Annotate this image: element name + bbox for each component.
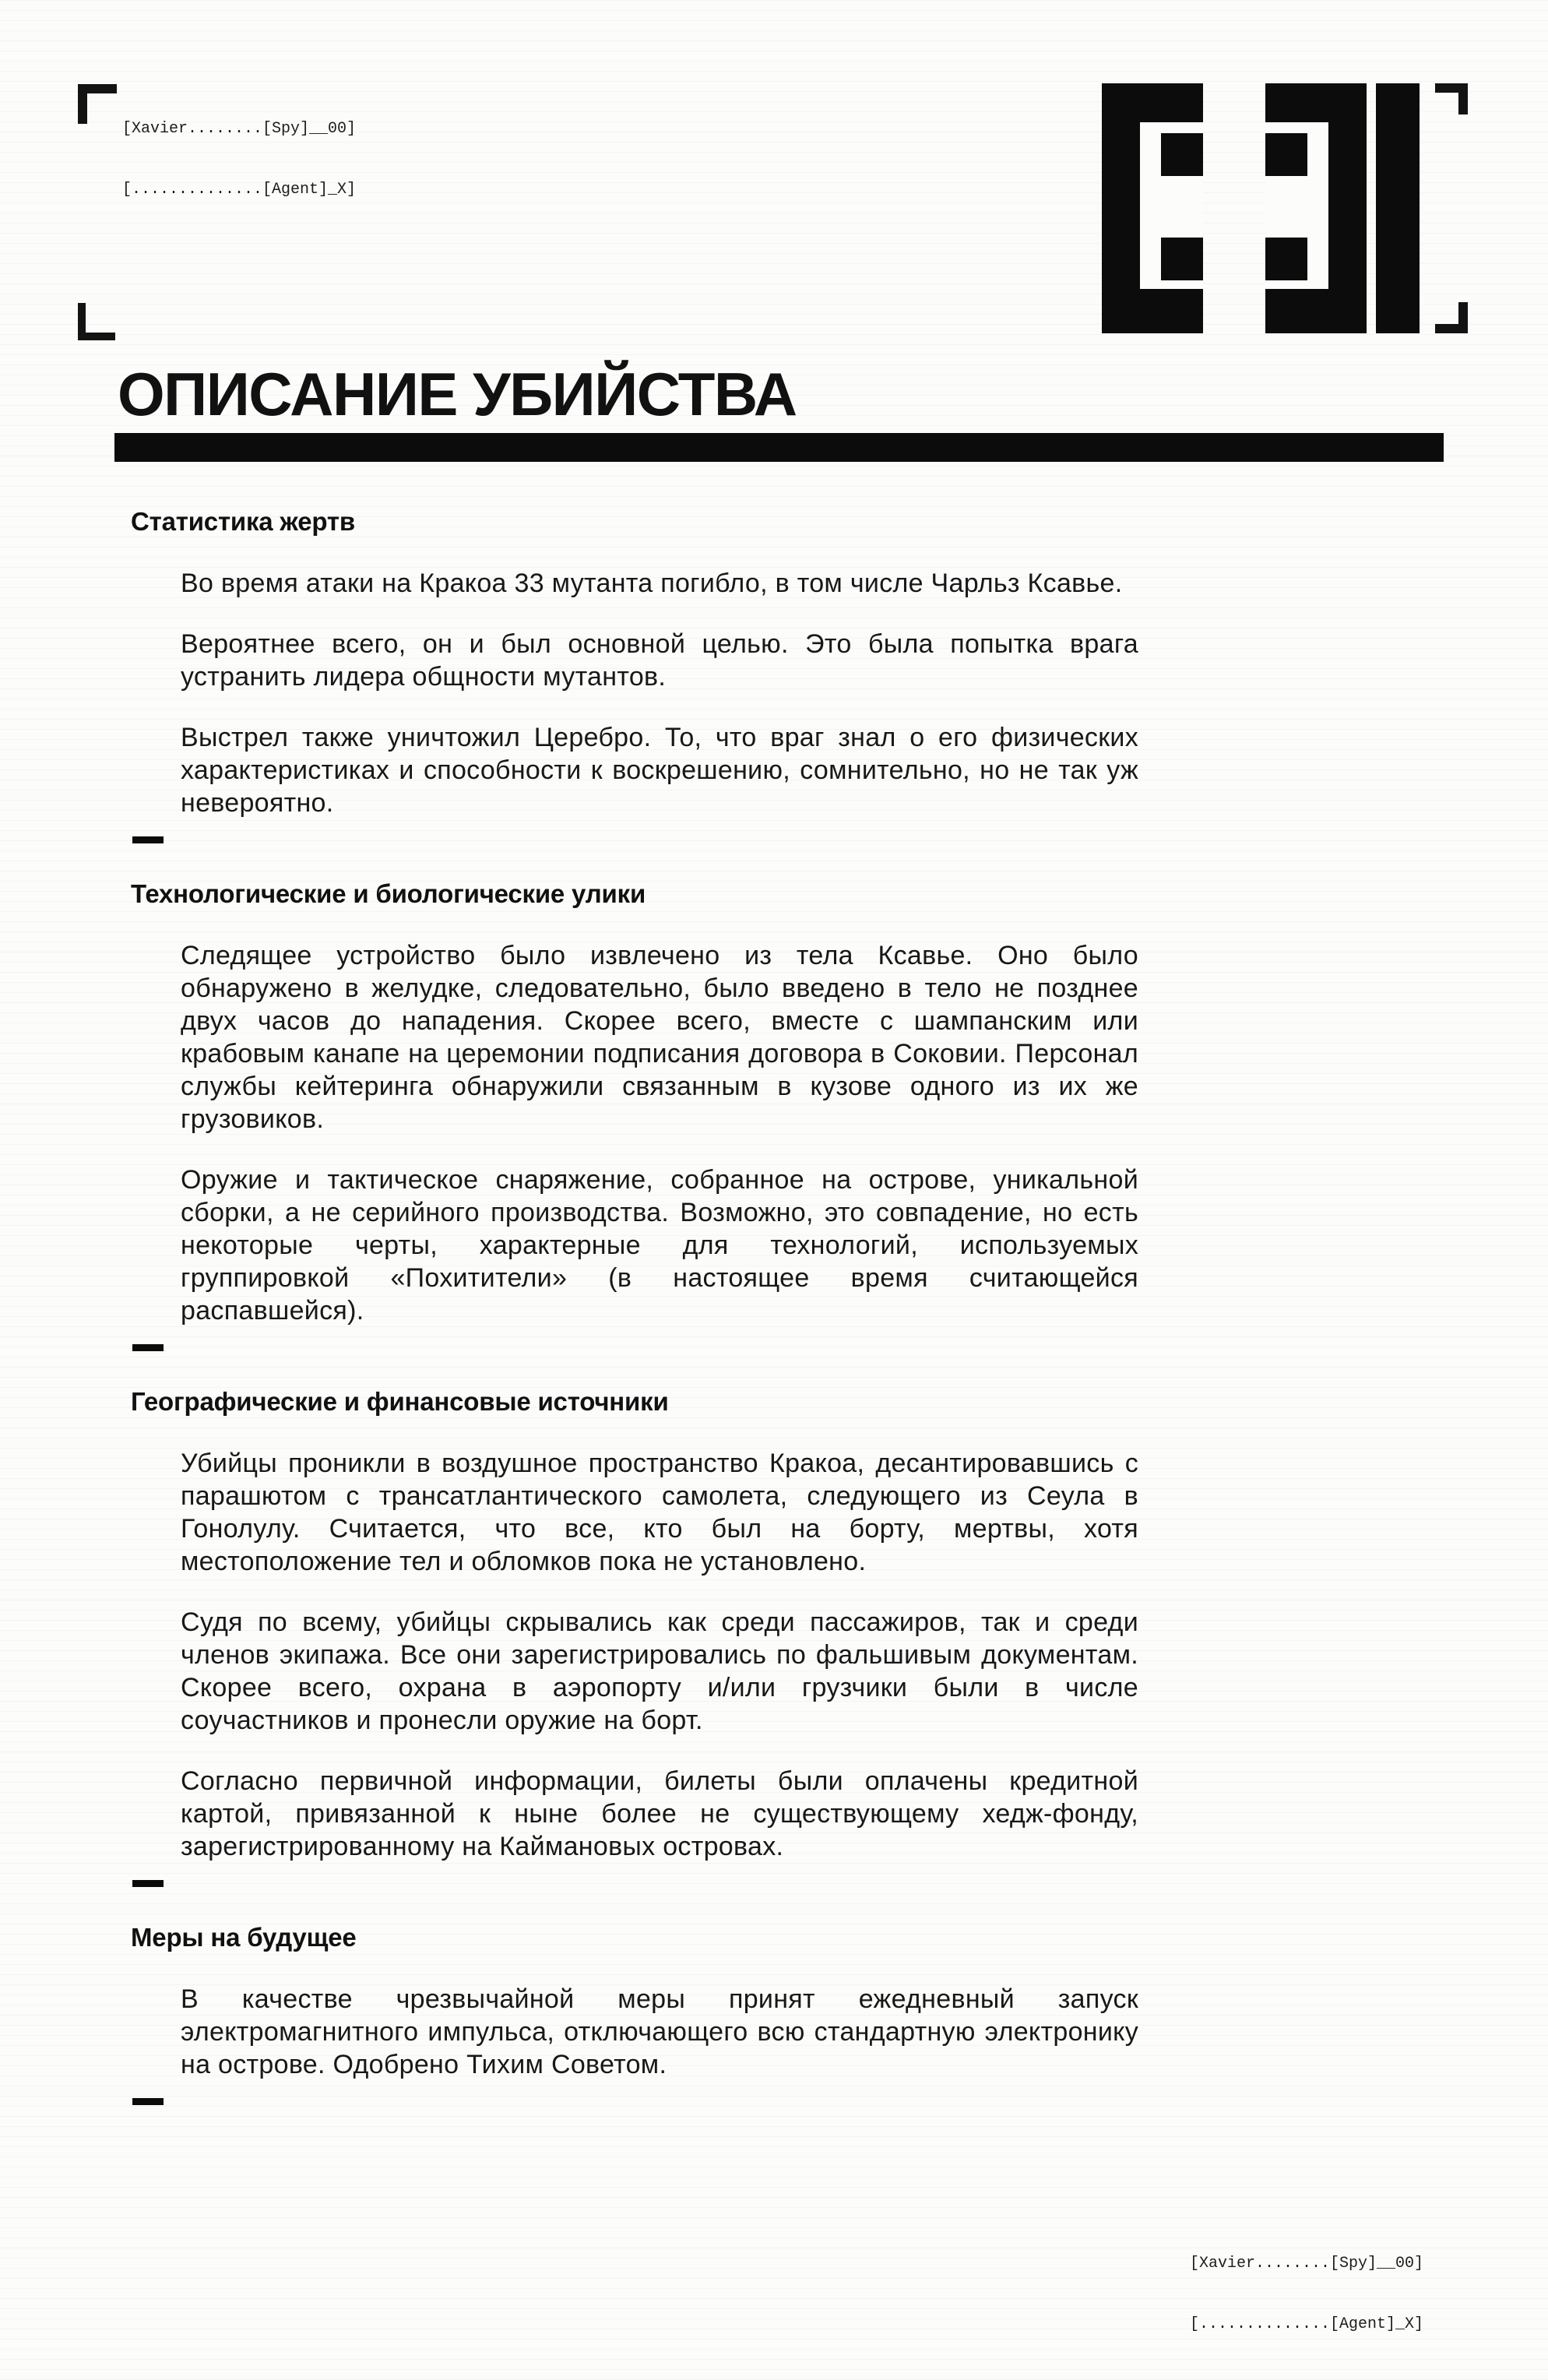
classification-line-1: [Xavier........[Spy]__00] bbox=[1190, 2255, 1424, 2273]
paragraph: Согласно первичной информации, билеты были оплачены кредитной картой, привязанной к ныне более не существующему хедж-фонду, зарегистрированному на Каймановых островах. bbox=[181, 1766, 1138, 1861]
section-heading: Географические и финансовые источники bbox=[131, 1387, 669, 1416]
section-heading: Меры на будущее bbox=[131, 1923, 357, 1952]
paragraph: Судя по всему, убийцы скрывались как среди пассажиров, так и среди членов экипажа. Все они зарегистрировались по фальшивым документам. Скорее всего, охрана в аэропорту и/или грузчики были в числе соучастников и пронесли оружие на борт. bbox=[181, 1607, 1138, 1735]
classification-line-2: [..............[Agent]_X] bbox=[122, 181, 357, 199]
logo-glyph-left bbox=[1102, 83, 1203, 333]
report-section bbox=[131, 1922, 1447, 2105]
classification-header bbox=[122, 79, 356, 241]
section-divider-dash bbox=[132, 2098, 164, 2105]
section-paragraphs bbox=[131, 1447, 1447, 1863]
section-paragraphs bbox=[131, 567, 1447, 819]
report-section bbox=[131, 1386, 1447, 1887]
page-title: ОПИСАНИЕ УБИЙСТВА bbox=[118, 360, 797, 428]
logo-glyph-middle-square-top bbox=[1265, 133, 1307, 176]
logo-glyph-middle bbox=[1265, 83, 1367, 333]
paragraph: Убийцы проникли в воздушное пространство Кракоа, десантировавшись с парашютом с трансатлантического самолета, следующего из Сеула в Гонолулу. Считается, что все, кто был на борту, мертвы, хотя местоположение тел и обломков пока не установлено. bbox=[181, 1449, 1138, 1576]
sections bbox=[131, 462, 1447, 2140]
paragraph: Оружие и тактическое снаряжение, собранное на острове, уникальной сборки, а не серийного производства. Возможно, это совпадение, но есть некоторые черты, характерные для технологий, используемых группировкой «Похитители» (в настоящее время считающейся распавшейся). bbox=[181, 1165, 1138, 1326]
section-heading: Статистика жертв bbox=[131, 507, 355, 536]
paragraph: Следящее устройство было извлечено из тела Ксавье. Оно было обнаружено в желудке, следовательно, было введено в тело не позднее двух часов до нападения. Скорее всего, вместе с шампанским или крабовым канапе на церемонии подписания договора в Соковии. Персонал службы кейтеринга обнаружили связанным в кузове одного из их же грузовиков. bbox=[181, 941, 1138, 1134]
paragraph: Во время атаки на Кракоа 33 мутанта погибло, в том числе Чарльз Ксавье. bbox=[181, 569, 1123, 598]
xavier-files-glyph-icon bbox=[1102, 83, 1468, 333]
section-paragraphs bbox=[131, 1983, 1447, 2081]
logo-glyph-middle-square-bottom bbox=[1265, 238, 1307, 280]
paragraph: В качестве чрезвычайной меры принят ежедневный запуск электромагнитного импульса, отключающего всю стандартную электронику на острове. Одобрено Тихим Советом. bbox=[181, 1984, 1138, 2079]
classification-line-2: [..............[Agent]_X] bbox=[1190, 2315, 1424, 2333]
frame-corner-bottom-left-icon bbox=[78, 303, 115, 340]
report-section bbox=[131, 878, 1447, 1351]
frame-corner-top-right-icon bbox=[1435, 83, 1468, 114]
section-divider-dash bbox=[132, 836, 164, 843]
section-divider-dash bbox=[132, 1344, 164, 1351]
section-heading: Технологические и биологические улики bbox=[131, 879, 646, 908]
paragraph: Выстрел также уничтожил Церебро. То, что враг знал о его физических характеристиках и способности к воскрешению, сомнительно, но не так уж невероятно. bbox=[181, 723, 1138, 818]
logo-glyph-left-square-bottom bbox=[1161, 238, 1203, 280]
frame-corner-top-left-icon bbox=[78, 84, 117, 124]
classification-footer bbox=[1190, 2213, 1423, 2375]
title-underline-bar bbox=[114, 433, 1444, 462]
logo-glyph-left-square-top bbox=[1161, 133, 1203, 176]
paragraph: Вероятнее всего, он и был основной целью. Это была попытка врага устранить лидера общности мутантов. bbox=[181, 629, 1138, 692]
frame-corner-bottom-right-icon bbox=[1435, 302, 1468, 333]
classification-line-1: [Xavier........[Spy]__00] bbox=[122, 120, 357, 138]
section-divider-dash bbox=[132, 1880, 164, 1887]
section-paragraphs bbox=[131, 939, 1447, 1327]
logo-vertical-bar bbox=[1376, 83, 1420, 333]
report-section bbox=[131, 506, 1447, 843]
